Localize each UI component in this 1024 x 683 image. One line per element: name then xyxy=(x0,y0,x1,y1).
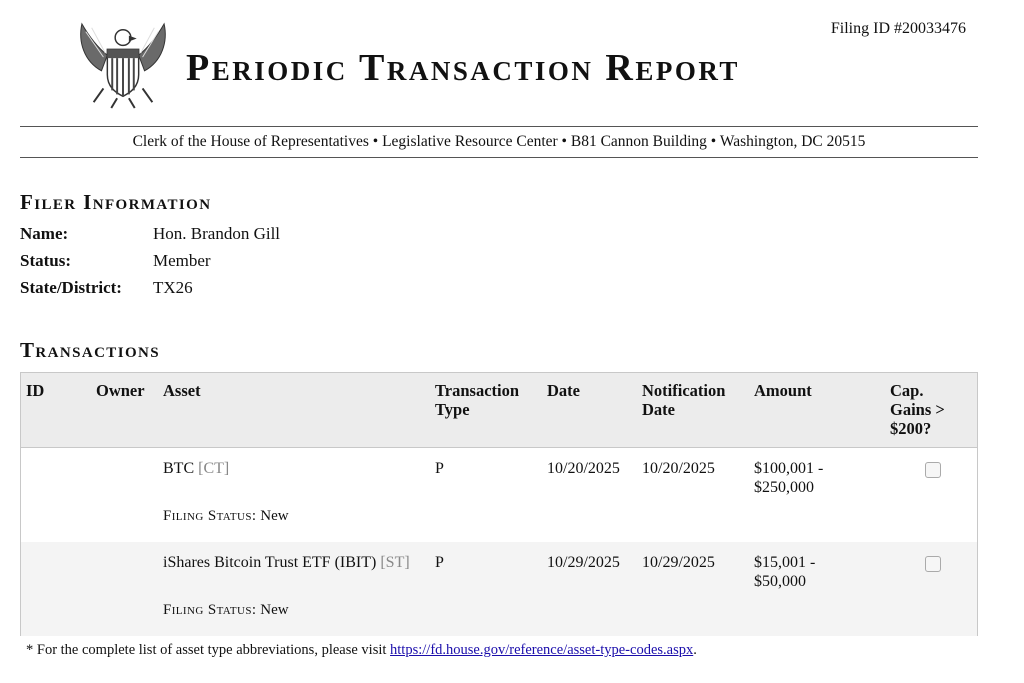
col-notification-line1: Notification xyxy=(642,381,726,400)
col-transaction-type xyxy=(435,381,519,419)
asset-codes-link[interactable]: https://fd.house.gov/reference/asset-type-codes.aspx xyxy=(390,642,694,658)
filing-id: Filing ID #20033476 xyxy=(830,20,966,37)
name-label: Name: xyxy=(20,224,69,243)
asset-type-code: [CT] xyxy=(198,460,230,477)
asset-cell xyxy=(163,459,229,478)
filer-name-row xyxy=(20,224,280,244)
col-transaction-type-line2: Type xyxy=(435,400,470,419)
footnote-text: * For the complete list of asset type abbreviations, please visit xyxy=(26,642,391,658)
col-id: ID xyxy=(26,381,45,400)
transaction-type-cell: P xyxy=(435,460,444,477)
name-value: Hon. Brandon Gill xyxy=(153,224,281,243)
notification-date-cell: 10/20/2025 xyxy=(642,460,715,477)
date-cell: 10/20/2025 xyxy=(547,460,620,477)
asset-name: iShares Bitcoin Trust ETF (IBIT) xyxy=(163,554,377,571)
cap-gains-checkbox[interactable] xyxy=(925,462,941,478)
notification-date-cell: 10/29/2025 xyxy=(642,554,715,571)
report-title: Periodic Transaction Report xyxy=(186,47,740,89)
asset-cell xyxy=(163,553,410,572)
district-value: TX26 xyxy=(153,278,193,297)
transaction-type-cell: P xyxy=(435,554,444,571)
footnote-end: . xyxy=(693,642,697,658)
filer-info-heading: Filer Information xyxy=(20,190,212,214)
filing-status-label: Filing Status: xyxy=(163,508,257,524)
table-row xyxy=(21,542,977,636)
col-cap-gains-line1: Cap. xyxy=(890,381,924,400)
footnote xyxy=(26,642,697,659)
col-notification-line2: Date xyxy=(642,400,675,419)
col-asset: Asset xyxy=(163,381,201,400)
table-header xyxy=(21,373,977,448)
col-cap-gains-line3: $200? xyxy=(890,419,932,438)
transactions-table xyxy=(20,372,978,636)
status-label: Status: xyxy=(20,251,72,270)
col-owner: Owner xyxy=(96,381,145,400)
col-notification-date xyxy=(642,381,725,419)
status-value: Member xyxy=(153,251,211,270)
asset-type-code: [ST] xyxy=(380,554,410,571)
filer-district-row xyxy=(20,278,193,298)
table-row xyxy=(21,448,977,542)
filing-status xyxy=(163,508,289,525)
col-transaction-type-line1: Transaction xyxy=(435,381,520,400)
house-seal-eagle-logo xyxy=(74,18,172,110)
filing-status-value: New xyxy=(260,508,289,524)
amount-line2: $50,000 xyxy=(754,573,806,590)
amount-cell xyxy=(754,459,823,497)
amount-line1: $100,001 - xyxy=(754,460,824,477)
amount-line2: $250,000 xyxy=(754,479,814,496)
filing-status-label: Filing Status: xyxy=(163,602,257,618)
address-bar: Clerk of the House of Representatives • Legislative Resource Center • B81 Cannon Building • Washington, DC 20515 xyxy=(20,126,978,158)
amount-cell xyxy=(754,553,815,591)
col-cap-gains-line2: Gains > xyxy=(890,400,945,419)
district-label: State/District: xyxy=(20,278,122,297)
asset-name: BTC xyxy=(163,460,195,477)
filing-status xyxy=(163,602,289,619)
amount-line1: $15,001 - xyxy=(754,554,816,571)
date-cell: 10/29/2025 xyxy=(547,554,620,571)
col-amount: Amount xyxy=(754,381,812,400)
cap-gains-checkbox[interactable] xyxy=(925,556,941,572)
transactions-heading: Transactions xyxy=(20,338,160,362)
filing-status-value: New xyxy=(260,602,289,618)
col-cap-gains xyxy=(890,381,945,438)
filer-status-row xyxy=(20,251,211,271)
col-date: Date xyxy=(547,381,580,400)
